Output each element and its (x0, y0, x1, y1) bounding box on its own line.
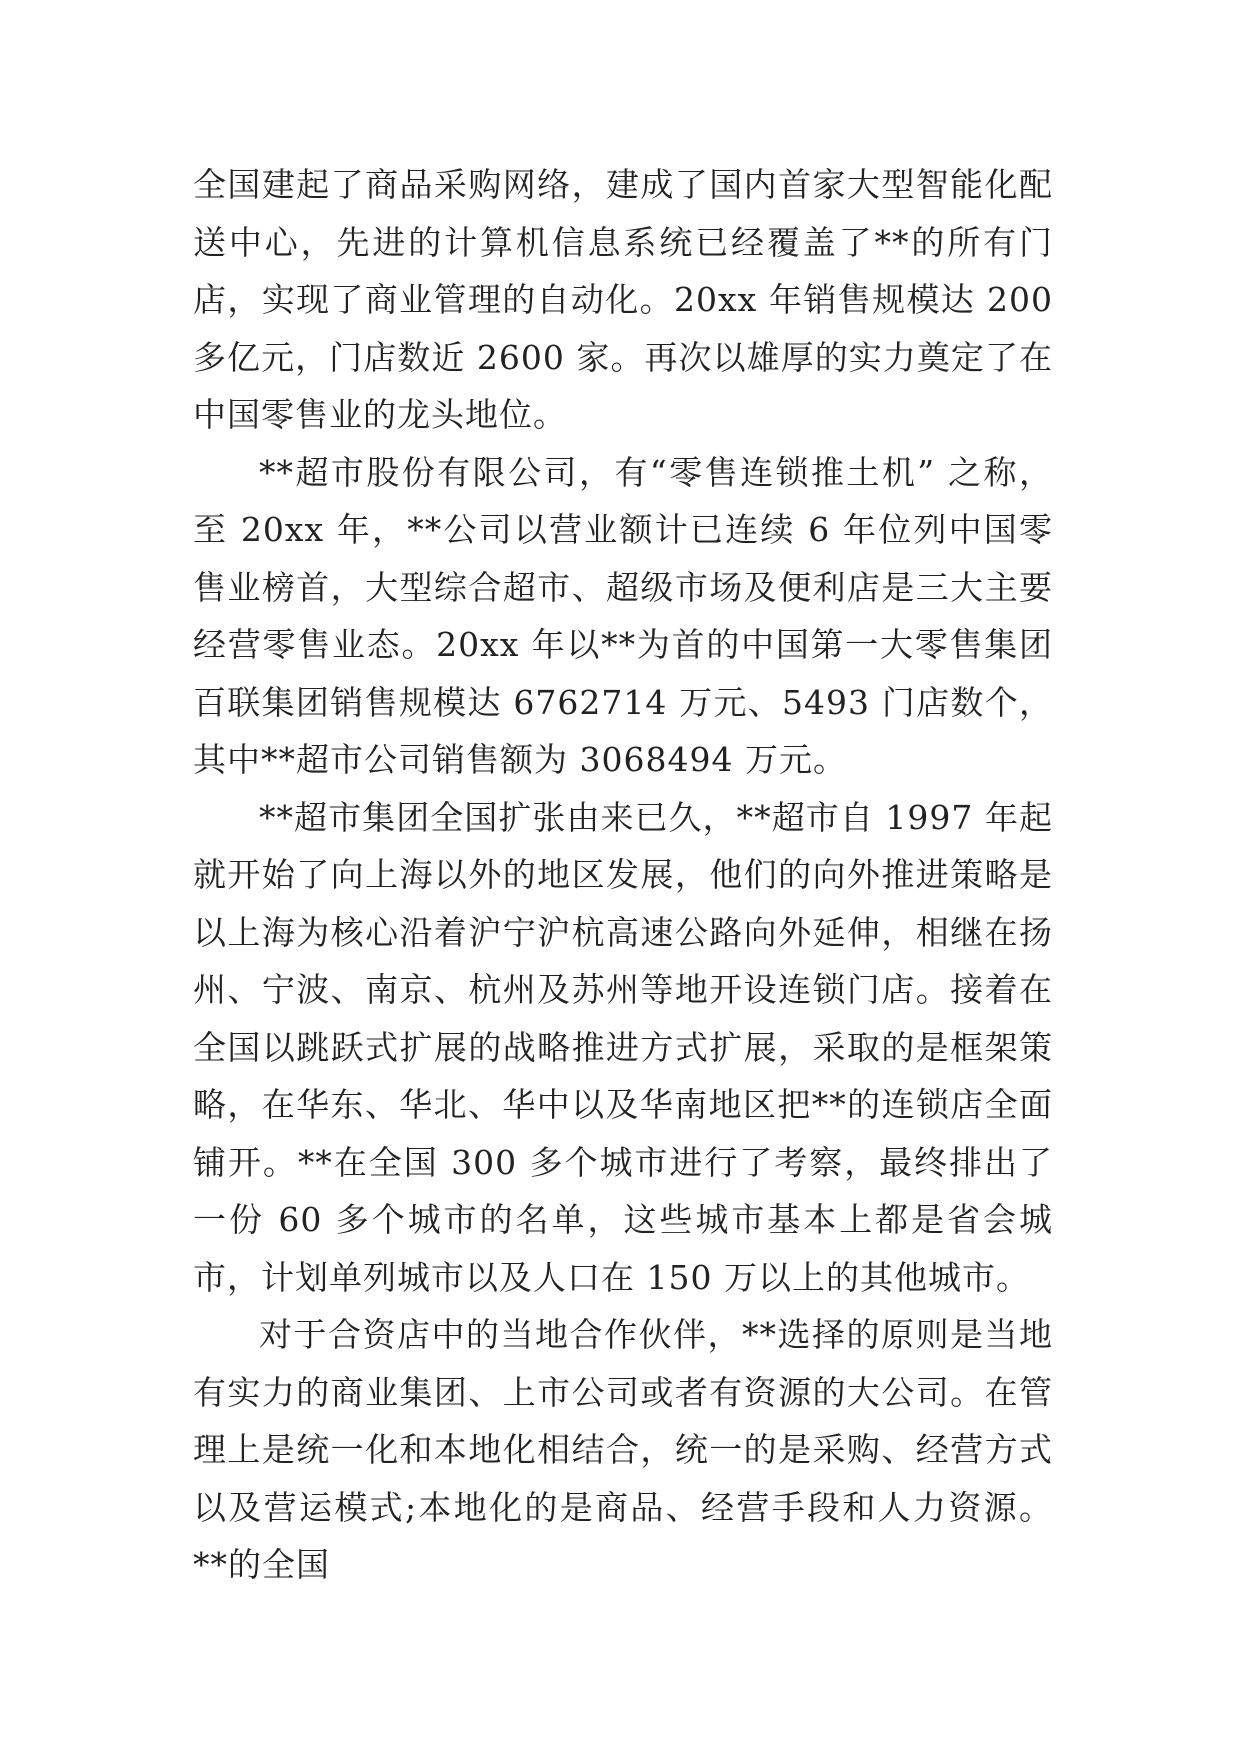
paragraph-4: 对于合资店中的当地合作伙伴，**选择的原则是当地有实力的商业集团、上市公司或者有资源的大公司。在管理上是统一化和本地化相结合，统一的是采购、经营方式以及营运模式;本地化的是商品、经营手段和人力资源。**的全国 (193, 1315, 1053, 1584)
document-body (193, 156, 1053, 1594)
paragraph-3: **超市集团全国扩张由来已久，**超市自 1997 年起就开始了向上海以外的地区发展，他们的向外推进策略是以上海为核心沿着沪宁沪杭高速公路向外延伸，相继在扬州、宁波、南京、杭州及苏州等地开设连锁门店。接着在全国以跳跃式扩展的战略推进方式扩展，采取的是框架策略，在华东、华北、华中以及华南地区把**的连锁店全面铺开。**在全国 300 多个城市进行了考察，最终排出了一份 60 多个城市的名单，这些城市基本上都是省会城市，计划单列城市以及人口在 150 万以上的其他城市。 (193, 797, 1053, 1297)
paragraph-2: **超市股份有限公司，有“零售连锁推土机” 之称，至 20xx 年，**公司以营业额计已连续 6 年位列中国零售业榜首，大型综合超市、超级市场及便利店是三大主要经营零售业态。20xx 年以**为首的中国第一大零售集团百联集团销售规模达 6762714 万元、5493 门店数个，其中**超市公司销售额为 3068494 万元。 (193, 452, 1053, 779)
paragraph-1: 全国建起了商品采购网络，建成了国内首家大型智能化配送中心，先进的计算机信息系统已经覆盖了**的所有门店，实现了商业管理的自动化。20xx 年销售规模达 200 多亿元，门店数近 2600 家。再次以雄厚的实力奠定了在中国零售业的龙头地位。 (193, 165, 1053, 434)
